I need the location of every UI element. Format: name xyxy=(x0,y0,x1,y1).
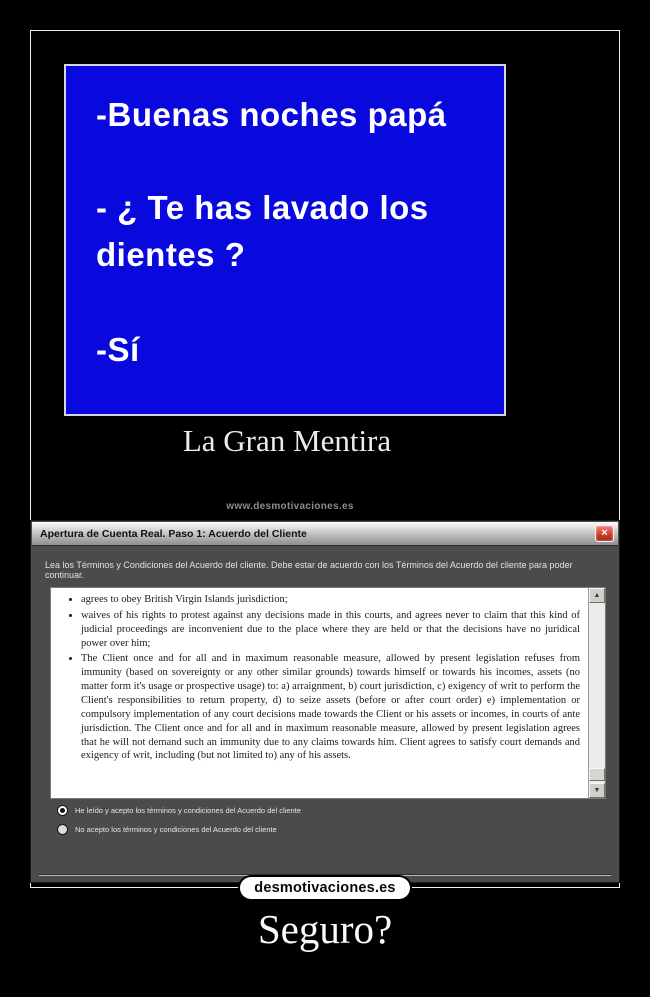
close-icon: × xyxy=(601,527,608,539)
close-button[interactable] xyxy=(595,525,614,542)
joke-line: -Buenas noches papá xyxy=(96,96,447,133)
agreement-text-area[interactable] xyxy=(50,587,606,799)
radio-option-decline[interactable] xyxy=(57,824,277,835)
bottom-caption: Seguro? xyxy=(257,906,393,952)
agreement-bullet: • The Client once and for all and in maximum reasonable measure, allowed by present legislation refuses from immunity (based on sovereignty or any other similar grounds) towards himself or towards his incomes, assets (no matter form it's usage or prospective usage) to: a) arraignment, b) court jurisdiction, c) exigency of writ to perform the Client's responsibilities to return property, d) to seize assets (before or after court order) e) implementation or compulsory implementation of any court decisions made towards the Client or his assets or incomes, in courts of ante jurisdiction. The Client once and for all and in maximum reasonable measure, allowed by present legislation agrees that he will not demand such an immunity due to any claims towards him. Client agrees to satisfy court demands and exigency of writ, including (but not limited to) any of his assets. xyxy=(81,652,580,763)
watermark-url: www.desmotivaciones.es xyxy=(226,501,354,512)
client-agreement-dialog xyxy=(30,520,620,883)
dialog-title: Apertura de Cuenta Real. Paso 1: Acuerdo del Cliente xyxy=(40,527,307,540)
scroll-down-icon: ▼ xyxy=(593,787,601,794)
scroll-up-button[interactable] xyxy=(589,588,605,603)
dialog-instruction: Lea los Términos y Condiciones del Acuerdo del cliente. Debe estar de acuerdo con los Términos del Acuerdo del cliente para poder continuar. xyxy=(45,560,573,580)
scroll-up-icon: ▲ xyxy=(593,592,601,599)
radio-decline-label: No acepto los términos y condiciones del Acuerdo del cliente xyxy=(75,825,277,834)
vertical-scrollbar[interactable] xyxy=(588,588,605,798)
agreement-list xyxy=(51,593,588,763)
joke-panel xyxy=(64,64,506,416)
joke-line: -Sí xyxy=(96,330,140,368)
scroll-down-button[interactable] xyxy=(589,783,605,798)
joke-line: - ¿ Te has lavado los dientes ? xyxy=(96,188,429,273)
radio-selected-icon[interactable] xyxy=(57,805,68,816)
radio-accept-label: He leído y acepto los términos y condiciones del Acuerdo del cliente xyxy=(75,806,301,815)
radio-unselected-icon[interactable] xyxy=(57,824,68,835)
agreement-bullet: • agrees to obey British Virgin Islands jurisdiction; xyxy=(81,593,580,607)
dialog-titlebar[interactable] xyxy=(32,522,618,546)
radio-option-accept[interactable] xyxy=(57,805,301,816)
agreement-bullet: • waives of his rights to protest against any decisions made in this courts, and agrees never to claim that this kind of judicial proceedings are inconvenient due to the place where they are held or that the decisions have no juridical power over him; xyxy=(81,609,580,651)
site-badge-label: desmotivaciones.es xyxy=(254,880,396,896)
scrollbar-thumb[interactable] xyxy=(589,768,605,781)
site-badge xyxy=(240,877,410,899)
poster-title: La Gran Mentira xyxy=(182,423,392,458)
dialog-separator xyxy=(39,874,611,876)
